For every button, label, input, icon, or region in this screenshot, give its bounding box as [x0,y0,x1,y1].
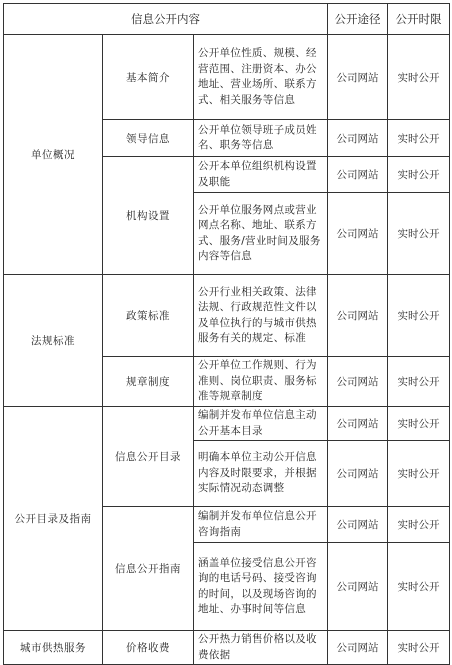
table-row [4,407,450,441]
way-cell: 公司网站 [328,441,388,507]
content-cell: 编制并发布单位信息主动公开基本目录 [194,407,328,441]
subcategory-cell: 信息公开指南 [103,507,194,631]
time-cell: 实时公开 [388,507,450,543]
content-cell: 涵盖单位接受信息公开咨询的电话号码、接受咨询的时间，以及现场咨询的地址、办事时间等信息 [194,543,328,631]
content-cell: 公开本单位组织机构设置及职能 [194,157,328,193]
table-header-row [4,4,450,35]
time-cell: 实时公开 [388,193,450,275]
subcategory-cell: 机构设置 [103,157,194,275]
way-cell: 公司网站 [328,35,388,120]
way-cell: 公司网站 [328,543,388,631]
way-cell: 公司网站 [328,357,388,407]
time-cell: 实时公开 [388,157,450,193]
subcategory-cell: 领导信息 [103,120,194,157]
way-cell: 公司网站 [328,631,388,665]
time-cell: 实时公开 [388,357,450,407]
content-cell: 明确本单位主动公开信息内容及时限要求，并根据实际情况动态调整 [194,441,328,507]
way-cell: 公司网站 [328,275,388,357]
subcategory-cell: 规章制度 [103,357,194,407]
category-cell: 法规标准 [4,275,103,407]
table-row [4,35,450,120]
time-cell: 实时公开 [388,543,450,631]
way-cell: 公司网站 [328,407,388,441]
table-row [4,631,450,665]
table-row [4,275,450,357]
content-cell: 编制并发布单位信息公开咨询指南 [194,507,328,543]
content-cell: 公开热力销售价格以及收费依据 [194,631,328,665]
time-cell: 实时公开 [388,275,450,357]
header-way: 公开途径 [328,4,388,35]
way-cell: 公司网站 [328,157,388,193]
content-cell: 公开单位领导班子成员姓名、职务等信息 [194,120,328,157]
way-cell: 公司网站 [328,507,388,543]
header-content: 信息公开内容 [4,4,328,35]
subcategory-cell: 价格收费 [103,631,194,665]
time-cell: 实时公开 [388,407,450,441]
time-cell: 实时公开 [388,120,450,157]
content-cell: 公开行业相关政策、法律法规、行政规范性文件以及单位执行的与城市供热服务有关的规定、标准 [194,275,328,357]
category-cell: 公开目录及指南 [4,407,103,631]
time-cell: 实时公开 [388,631,450,665]
time-cell: 实时公开 [388,441,450,507]
subcategory-cell: 基本简介 [103,35,194,120]
subcategory-cell: 信息公开目录 [103,407,194,507]
content-cell: 公开单位服务网点或营业网点名称、地址、联系方式、服务/营业时间及服务内容等信息 [194,193,328,275]
header-time: 公开时限 [388,4,450,35]
time-cell: 实时公开 [388,35,450,120]
disclosure-table [3,3,450,665]
content-cell: 公开单位性质、规模、经营范围、注册资本、办公地址、营业场所、联系方式、相关服务等信息 [194,35,328,120]
content-cell: 公开单位工作规则、行为准则、岗位职责、服务标准等规章制度 [194,357,328,407]
way-cell: 公司网站 [328,120,388,157]
category-cell: 单位概况 [4,35,103,275]
category-cell: 城市供热服务 [4,631,103,665]
way-cell: 公司网站 [328,193,388,275]
subcategory-cell: 政策标准 [103,275,194,357]
